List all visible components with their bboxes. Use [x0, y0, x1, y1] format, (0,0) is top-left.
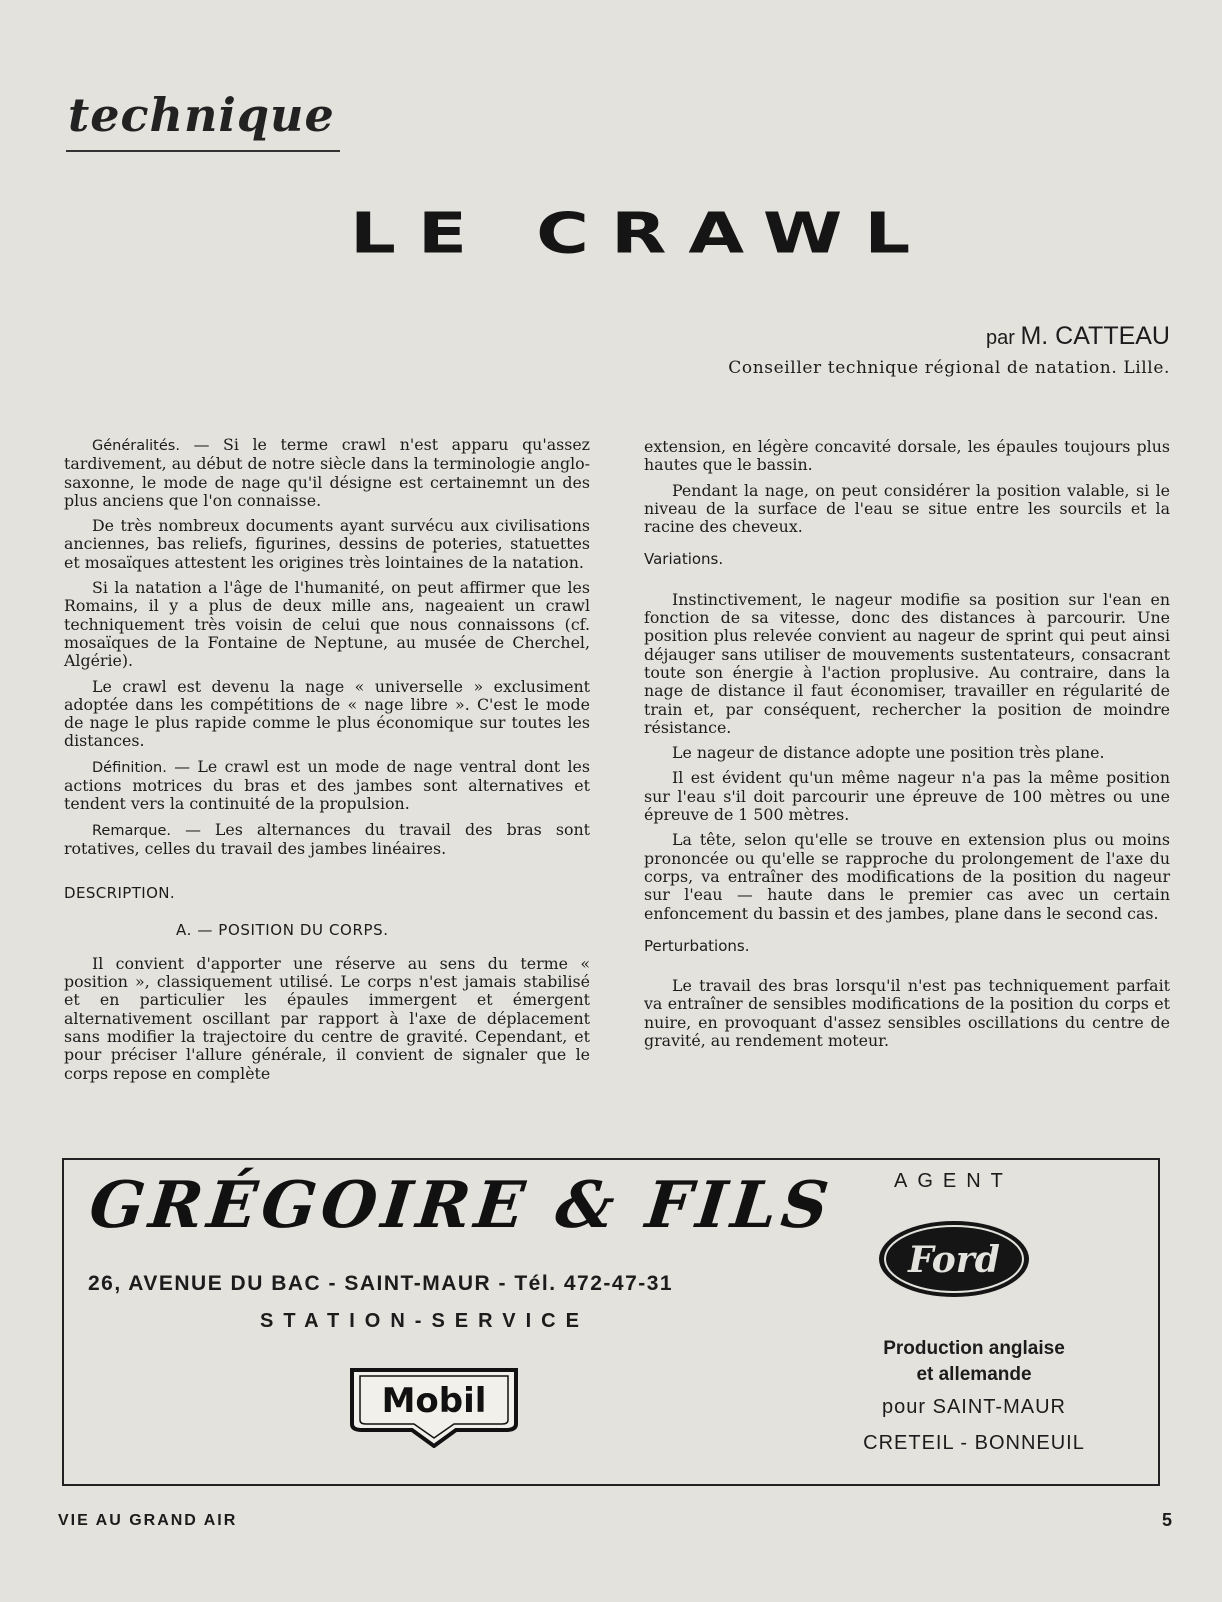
paragraph: Pendant la nage, on peut considérer la position valable, si le niveau de la surface de l'eau se situe entre les sourcils et la racine des cheveux. [644, 480, 1170, 537]
ford-logo-icon [876, 1218, 1032, 1300]
paragraph: extension, en légère concavité dorsale, les épaules toujours plus hautes que le bassin. [644, 437, 1170, 475]
author-role: Conseiller technique régional de natation. Lille. [728, 358, 1170, 378]
ad-agent-label: AGENT [894, 1170, 1013, 1192]
byline [986, 322, 1170, 351]
paragraph: La tête, selon qu'elle se trouve en extension plus ou moins prononcée ou qu'elle se rapproche du prolongement de l'axe du corps, va entraîner des modifications de la position du nageur sur l'eau — haute dans le premier cas avec un certain enfoncement du bassin et des jambes, plane dans le second cas. [644, 830, 1170, 923]
left-column [64, 436, 590, 1090]
ad-address: 26, AVENUE DU BAC - SAINT-MAUR - Tél. 472-47-31 [88, 1272, 674, 1295]
production-line-2: et allemande [916, 1364, 1032, 1385]
section-underline [66, 150, 340, 152]
paragraph-definition [64, 758, 590, 814]
byline-prefix: par [985, 327, 1015, 349]
paragraph: Si la natation a l'âge de l'humanité, on peut affirmer que les Romains, il y a plus de deux mille ans, nageaient un crawl techniquement très voisin de celui que nous connaissons (cf. mosaïques de la Fontaine de Neptune, au musée de Cherchel, Algérie). [64, 578, 590, 671]
paragraph: Il convient d'apporter une réserve au sens du terme « position », classiquement utilisé. Le corps n'est jamais stabilisé et en particulier les épaules immergent et émergent alternativement oscillant par rapport à l'axe de déplacement sans modifier la trajectoire du centre de gravité. Cependant, et pour préciser l'allure générale, il convient de signaler que le corps repose en complète [64, 953, 590, 1083]
mobil-logo-icon [346, 1366, 522, 1448]
heading-position: A. — POSITION DU CORPS. [176, 920, 389, 939]
mobil-logo-text: Mobil [381, 1381, 487, 1421]
heading-variations: Variations. [644, 550, 724, 569]
paragraph: Instinctivement, le nageur modifie sa position sur l'ean en fonction de sa vitesse, donc des distances à parcourir. Une position plus relevée convient au nageur de sprint qui peut ainsi déjauger sans utiliser de mouvements sustentateurs, consacrant toute son énergie à l'action proplusive. Au contraire, dans la nage de distance il faut économiser, travailler en régularité de train et, par conséquent, rechercher la position de moindre résistance. [644, 589, 1170, 737]
author-name: M. CATTEAU [1020, 322, 1170, 350]
paragraph: Le crawl est devenu la nage « universelle » exclusiment adoptée dans les compétitions de « nage libre ». C'est le mode de nage le plus rapide comme le plus économique sur toutes les distances. [64, 676, 590, 751]
heading-perturbations: Perturbations. [644, 936, 750, 955]
ad-station-service: STATION-SERVICE [260, 1310, 589, 1332]
page-number: 5 [1161, 1510, 1172, 1530]
paragraph: Il est évident qu'un même nageur n'a pas la même position sur l'eau s'il doit parcourir une épreuve de 100 mètres ou une épreuve de 1 500 mètres. [644, 768, 1170, 825]
article-headline: LE CRAWL [350, 200, 933, 266]
paragraph-remarque [64, 821, 590, 859]
paragraph-generalites [64, 436, 590, 510]
paragraph: De très nombreux documents ayant survécu aux civilisations anciennes, bas reliefs, figurines, dessins de poteries, statuettes et mosaïques attestent les origines très lointaines de la natation. [64, 516, 590, 572]
text-definition: — Le crawl est un mode de nage ventral dont les actions motrices du bras et des jambes sont alternatives et tendent vers la continuité de la propulsion. [64, 756, 590, 814]
heading-description: DESCRIPTION. [64, 884, 176, 903]
ford-logo-text: Ford [908, 1239, 1000, 1281]
ad-pour-line: pour SAINT-MAUR [882, 1396, 1066, 1418]
text-remarque: — Les alternances du travail des bras sont rotatives, celles du travail des jambes linéaires. [64, 819, 590, 858]
ad-production [824, 1336, 1124, 1388]
right-column [644, 438, 1170, 1057]
production-line-1: Production anglaise [883, 1338, 1065, 1359]
advertisement [62, 1158, 1160, 1486]
publication-name: VIE AU GRAND AIR [58, 1512, 238, 1529]
lead-definition: Définition. [92, 759, 167, 776]
text-generalites: — Si le terme crawl n'est apparu qu'assez tardivement, au début de notre siècle dans la terminologie anglo-saxonne, le mode de nage qu'il désigne est certainemnt un des plus anciens que l'on connaisse. [64, 435, 590, 510]
lead-remarque: Remarque. [92, 822, 171, 839]
ad-towns-line: CRETEIL - BONNEUIL [863, 1432, 1085, 1454]
paragraph: Le nageur de distance adopte une position très plane. [672, 743, 1105, 763]
section-title: technique [68, 88, 335, 142]
paragraph: Le travail des bras lorsqu'il n'est pas techniquement parfait va entraîner de sensibles modifications de la position du corps et nuire, en provoquant d'assez sensibles oscillations du centre de gravité, au rendement moteur. [644, 976, 1170, 1051]
lead-generalites: Généralités. [92, 438, 180, 454]
ad-brand: GRÉGOIRE & FILS [86, 1168, 837, 1243]
